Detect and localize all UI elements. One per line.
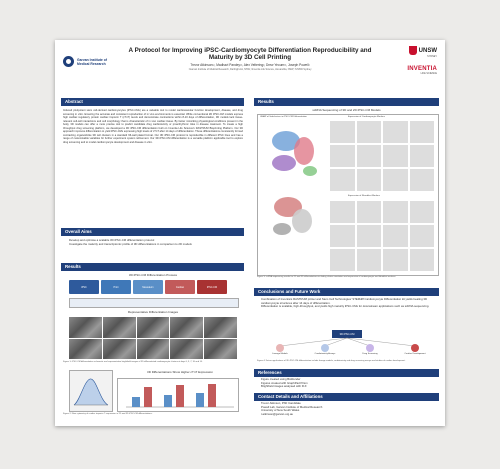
contact-email-link[interactable]: • t.atkinson@garvan.org.au (261, 413, 438, 417)
differentiation-flow (69, 280, 227, 294)
reference-item: • Figure created using BioRender (261, 378, 438, 382)
section-overall-aims: Overall Aims (61, 228, 244, 236)
contact-item: • Powell Lab, Garvan Institute of Medical Research (261, 406, 438, 410)
bar-3d (208, 384, 216, 407)
bar-3d (144, 387, 152, 407)
cardiotoxicity-icon (321, 344, 329, 352)
contact-list (255, 402, 438, 422)
figure-3-caption: Figure 3: scRNA sequencing results for 2D and 3D differentiations including cluster annotation and expression of cardiomyocyte and fibroblast markers. (257, 276, 397, 278)
flow-step: Print (101, 280, 131, 294)
marker-plot (357, 225, 382, 247)
marker-plot (357, 121, 382, 143)
bar-2d (132, 397, 140, 407)
marker-plot (330, 249, 355, 271)
fibro-panel-label: Expression of Fibroblast Markers (348, 195, 380, 197)
marker-plot (410, 225, 435, 247)
references-list (255, 378, 438, 392)
conclusions-list (255, 298, 438, 328)
poster-title: A Protocol for Improving iPSC-Cardiomyocyte Differentiation Reproducibility and Maturity by 3D Cell Printing (128, 47, 372, 61)
aims-list (63, 239, 243, 261)
bar-2d (164, 395, 172, 407)
conclusion-item: • Combination of Inventia's RASTRUM printer and Stem Cell Technologies' STEMdiff Cardiomyocyte Differentiation kit yields beating 3D cardiomyocyte structures after 14 days of differentiation. (261, 298, 438, 305)
marker-plot (410, 145, 435, 167)
marker-plot (383, 121, 408, 143)
umap-title: scRNA Sequencing of 3D and 2D iPSC-CM Models (312, 108, 381, 112)
future-item: Lineage Models (272, 353, 288, 355)
marker-plot (410, 201, 435, 223)
future-item: Drug Screening (362, 353, 378, 355)
abstract-paragraph: Induced pluripotent stem cell-derived cardiomyocytes (iPSC-CMs) are a valuable tool to model cardiovascular function development, disease, and drug screening in vitro. Ensuring the accurate and consistent reproduction of in vivo environments is essential. While conventional 2D iPSC-CM models express high cardiac regulatory protein cardiac troponin T (cTnT) levels and demonstrate contractions within 8-10 days of differentiation, 3D models lack tissue-relevant cell-cell interactions and cell morphology that is characteristic of in vivo cardiac tissue. By better mimicking physiological conditions present in the body, 3D models can offer a more precise tool to predict candidate drug cardiotoxicity or proarrhythmic risks in disease treatment. To create a high throughput drug screening platform, we developed a 3D iPSC-CM differentiation built on Inventia Life Science's RASTRUM Bioprinting Platform. Our 3D approach improves differentiation to yield iPSC-CMs expressing high levels of cTnT after 14 days of differentiation. These differentiations consistently formed contracting organoid-like 3D cell clusters in a standard 96-well plated format. Our 3D iPSC-CM protocol is reproducible in different iPSC lines and has a range of customisable variables for further experiment system refinement. Our 3D iPSC-CM differentiation is a versatile platform applicable tool to explore drug screening and to model cardiomyocyte development and disease in vitro. (63, 109, 243, 144)
heart-icon (411, 344, 419, 352)
marker-plot (330, 201, 355, 223)
marker-plot (330, 145, 355, 167)
section-abstract: Abstract (61, 98, 244, 106)
diagram-title: 3D iPSC-CM Differentiation Process (128, 273, 178, 277)
umap-plot-2 (264, 185, 324, 245)
fibro-grid (330, 201, 434, 271)
unsw-crest-icon (409, 46, 417, 55)
brightfield-image (69, 317, 102, 338)
connector-line (280, 338, 347, 346)
umap-cluster (273, 223, 291, 235)
marker-plot (410, 169, 435, 191)
garvan-logo-icon (63, 56, 74, 67)
contact-item: • Trevor Atkinson, PhD Candidate (261, 402, 438, 406)
future-center-node: 3D iPSC-CM (332, 330, 362, 338)
figure-4-caption: Figure 4: Future applications of 3D iPSC-CM differentiation include lineage models, cardiotoxicity and drug screening assays and studies of cardiac development. (257, 360, 406, 362)
poster-affiliations: ¹Garvan Institute of Medical Research, Darlinghurst, NSW; ²Inventia Life Science, Alexandria, NSW; ³UNSW Sydney (188, 68, 312, 71)
flow-cytometry-plot (69, 370, 113, 412)
reference-item: • Brightfield images analysed with FIJI (261, 385, 438, 389)
bar-3d (176, 385, 184, 407)
contact-item: • University of New South Wales (261, 409, 438, 413)
brightfield-image (69, 339, 102, 360)
marker-plot (383, 145, 408, 167)
section-results-left: Results (61, 263, 244, 271)
aim-item: • Develop and optimise a scalable 3D iPSC-CM differentiation protocol (69, 239, 243, 243)
section-results-right: Results (254, 98, 439, 106)
garvan-logo (63, 56, 117, 67)
brightfield-image (103, 339, 136, 360)
timeline-bar (69, 298, 239, 308)
reference-item: • Figures created with GraphPad Prism (261, 382, 438, 386)
bar-title: 3D Differentiations Show Higher cTnT Expression (147, 370, 213, 374)
umap-cluster (272, 155, 296, 171)
umap-cluster (294, 137, 314, 165)
brightfield-image (204, 339, 237, 360)
poster-authors: Trevor Atkinson¹², Madhavi Pandey¹², Alex Veltering², Drew Yeoum¹², Joseph Powell¹ (190, 63, 310, 67)
marker-plot (330, 169, 355, 191)
section-conclusions: Conclusions and Future Work (254, 288, 439, 296)
poster (55, 40, 445, 426)
aim-item: • Investigate the maturity and transcriptomic profile of 3D differentiations in comparison to 2D models (69, 243, 243, 247)
abstract-text (63, 109, 243, 224)
drug-screening-icon (366, 344, 374, 352)
marker-plot (357, 249, 382, 271)
brightfield-image (170, 317, 203, 338)
flow-step: Cardiac (165, 280, 195, 294)
flow-step: iPSC-CM (197, 280, 227, 294)
unsw-logo-text: UNSW (418, 47, 437, 54)
images-title: Representative Differentiation Images (127, 310, 179, 314)
right-logos (393, 46, 437, 75)
umap-cluster (292, 209, 312, 233)
umap-cluster (303, 166, 317, 176)
ctnt-bar-svg (118, 379, 238, 411)
inventia-logo-sub: LIFE SCIENCE (420, 72, 437, 75)
bar-2d (196, 393, 204, 407)
garvan-logo-text: Garvan Institute of Medical Research (77, 57, 107, 66)
section-references: References (254, 369, 439, 377)
brightfield-image (137, 317, 170, 338)
figure-2-caption: Figure 2: Flow cytometry of cardiac troponin T expression in 2D and 3D iPSC-CM differentiations. (63, 413, 153, 415)
marker-plot (357, 169, 382, 191)
future-item: Cardiotoxicity Assays (314, 353, 336, 355)
marker-plot (383, 201, 408, 223)
conclusion-item: • Differentiation is scalable, high-throughput, and yields high maturity iPSC-CMs for downstream applications such as scRNA sequencing. (261, 305, 438, 309)
umap-panel-label: UMAP of Subclusters in iPSC-CM Differentiation (260, 116, 307, 118)
marker-plot (410, 121, 435, 143)
connector-line (347, 338, 415, 346)
flow-cytometry-svg (70, 371, 112, 411)
section-contact: Contact Details and Affiliations (254, 393, 439, 401)
marker-grid (330, 121, 434, 191)
marker-plot (383, 249, 408, 271)
inventia-logo-text: INVENTIA (407, 66, 437, 72)
marker-plot (330, 225, 355, 247)
brightfield-image-grid (69, 317, 237, 359)
marker-plot (383, 225, 408, 247)
brightfield-image (137, 339, 170, 360)
flow-step: Mesoderm (133, 280, 163, 294)
brightfield-image (103, 317, 136, 338)
figure-1-caption: Figure 1: iPSC-CM differentiation schematic and representative brightfield images of 3D differentiated cardiomyocyte clusters at days 0, 3, 7, 10 and 14. (63, 361, 203, 363)
marker-plot (383, 169, 408, 191)
marker-plot (410, 249, 435, 271)
future-work-diagram (260, 330, 435, 358)
marker-panel-label: Expression of Cardiomyocyte Markers (348, 116, 385, 118)
lineage-icon (276, 344, 284, 352)
brightfield-image (170, 339, 203, 360)
umap-plot (264, 121, 324, 181)
scrna-figure (257, 114, 439, 276)
future-item: Cardiac Development (404, 353, 426, 355)
marker-plot (357, 145, 382, 167)
histogram-curve (74, 379, 108, 405)
marker-plot (330, 121, 355, 143)
poster-header (55, 40, 445, 92)
marker-plot (357, 201, 382, 223)
flow-step: iPSC (69, 280, 99, 294)
ctnt-bar-chart (117, 378, 239, 412)
unsw-logo-sub: SYDNEY (427, 55, 437, 58)
brightfield-image (204, 317, 237, 338)
